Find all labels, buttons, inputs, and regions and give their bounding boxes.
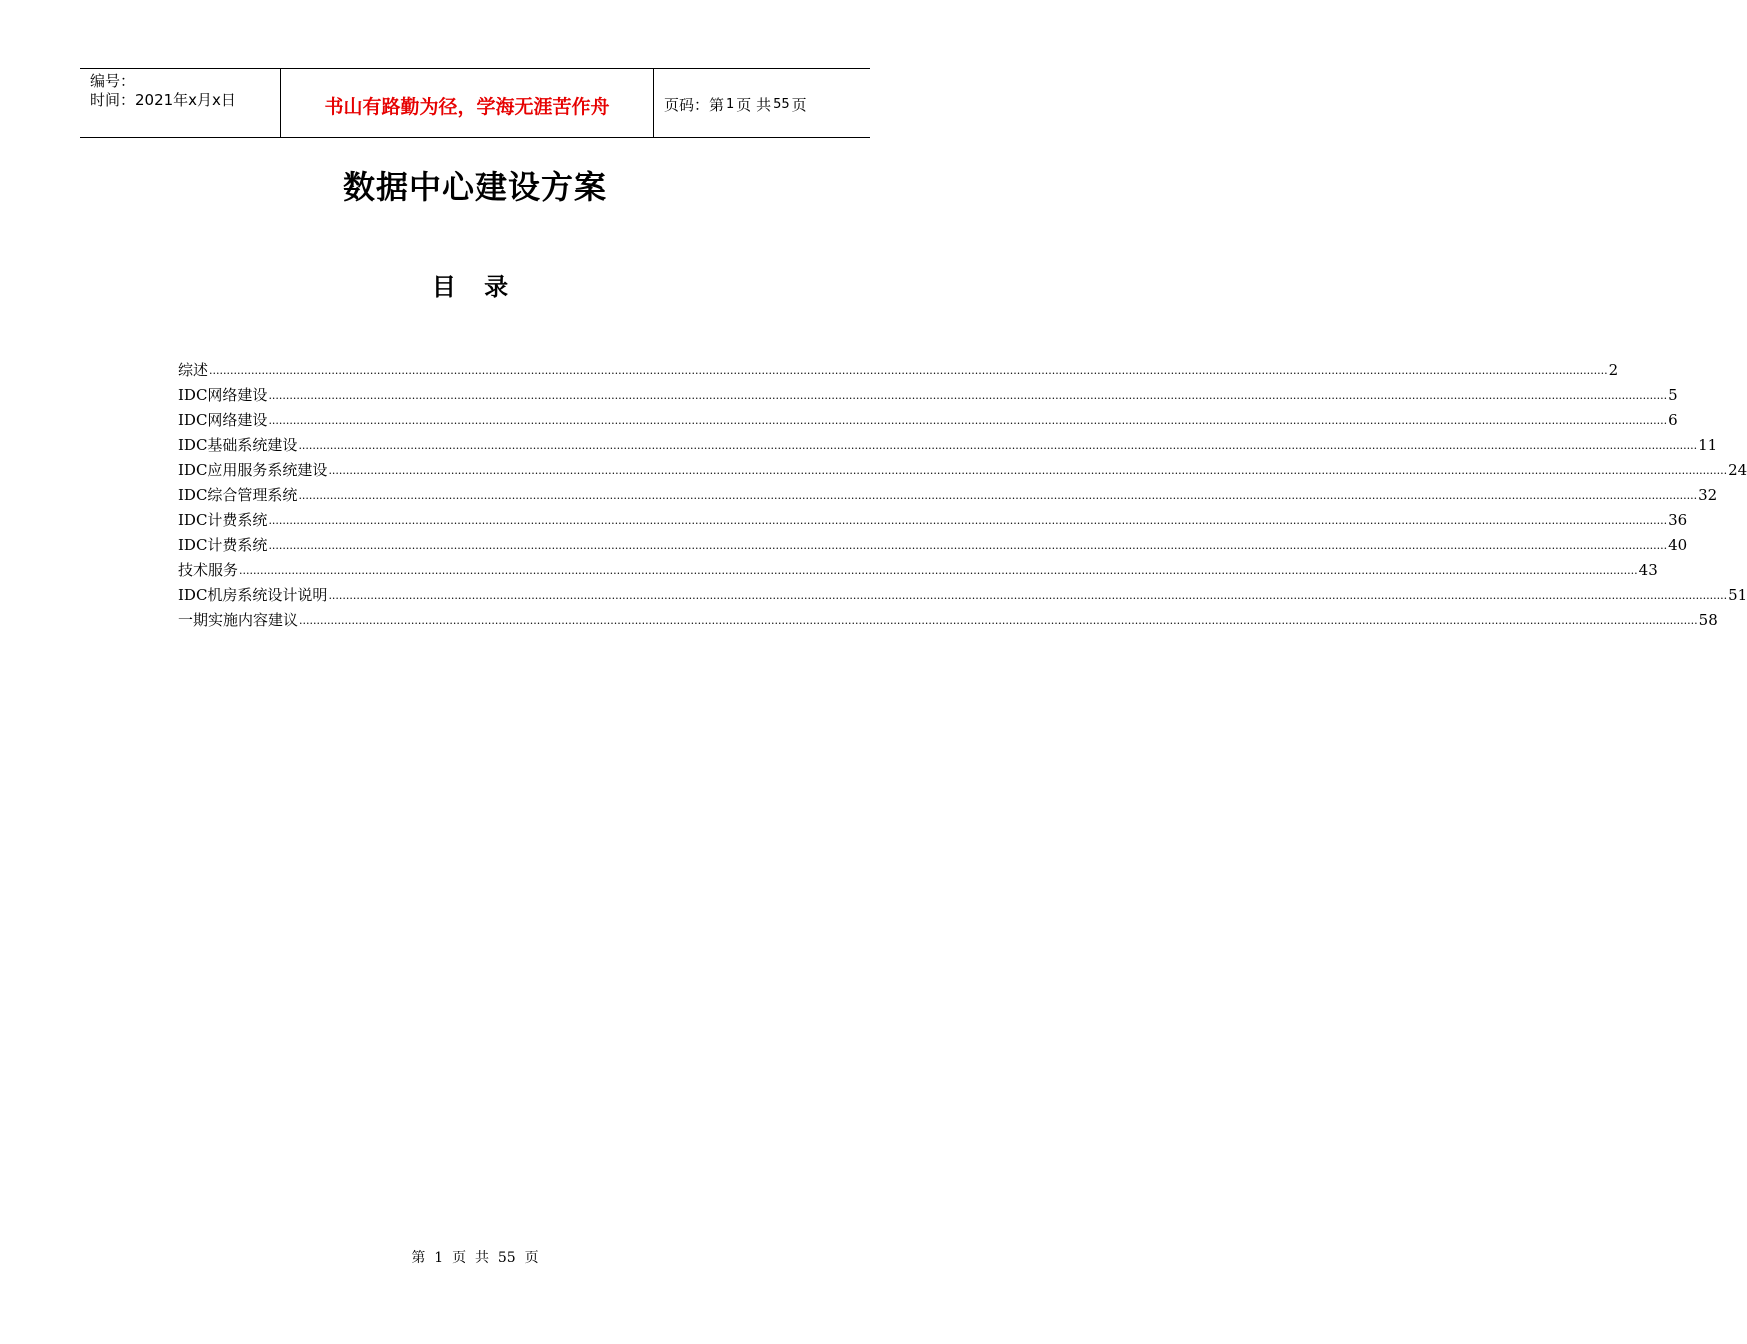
- toc-entry-label: IDC应用服务系统建设: [178, 461, 328, 479]
- toc-entry-label: 一期实施内容建议: [178, 611, 299, 629]
- toc-entry-label: 技术服务: [178, 561, 239, 579]
- toc-entry-page: 6: [1668, 411, 1678, 429]
- toc-entry-label: IDC网络建设: [178, 411, 268, 429]
- toc-dot-leader: ................................................................................................................................................................................................................................................................................................................................................................................................................: [268, 414, 1668, 427]
- toc-entry-page: 40: [1668, 536, 1688, 554]
- page-header: [80, 68, 870, 138]
- toc-entry[interactable]: [178, 560, 1658, 585]
- toc-dot-leader: ................................................................................................................................................................................................................................................................................................................................................................................................................: [299, 614, 1698, 627]
- toc-entry-label: IDC网络建设: [178, 386, 268, 404]
- toc-dot-leader: ................................................................................................................................................................................................................................................................................................................................................................................................................: [239, 564, 1638, 577]
- toc-entry-page: 5: [1668, 386, 1678, 404]
- header-meta: [80, 69, 281, 137]
- toc-heading: 目 录: [431, 273, 519, 301]
- page-suffix: 页: [791, 95, 807, 114]
- header-page-info: [654, 69, 870, 137]
- toc-entry[interactable]: [178, 585, 1747, 610]
- page-total: 55: [773, 96, 790, 112]
- toc-dot-leader: ................................................................................................................................................................................................................................................................................................................................................................................................................: [328, 464, 1728, 477]
- toc-entry-page: 24: [1728, 461, 1747, 479]
- toc-entry[interactable]: [178, 460, 1747, 485]
- time-label: 时间：2021年x月x日: [90, 91, 236, 109]
- header-motto: 书山有路勤为径，学海无涯苦作舟: [281, 69, 654, 137]
- toc-entry-page: 43: [1638, 561, 1658, 579]
- toc-entry-label: IDC机房系统设计说明: [178, 586, 328, 604]
- page-footer: 第 1 页 共 55 页: [411, 1250, 539, 1266]
- toc-dot-leader: ................................................................................................................................................................................................................................................................................................................................................................................................................: [209, 364, 1608, 377]
- toc-dot-leader: ................................................................................................................................................................................................................................................................................................................................................................................................................: [268, 389, 1668, 402]
- toc-entry[interactable]: [178, 535, 1688, 560]
- page-current: 1: [726, 96, 735, 112]
- toc-entry[interactable]: [178, 410, 1678, 435]
- toc-entry-page: 32: [1698, 486, 1718, 504]
- page-mid: 页 共: [736, 95, 772, 114]
- serial-label: 编号：: [90, 72, 136, 90]
- toc-entry[interactable]: [178, 485, 1718, 510]
- toc-dot-leader: ................................................................................................................................................................................................................................................................................................................................................................................................................: [328, 589, 1728, 602]
- toc-entry-page: 58: [1698, 611, 1718, 629]
- toc-entry-page: 2: [1608, 361, 1619, 379]
- toc-entry-label: IDC计费系统: [178, 536, 268, 554]
- toc-dot-leader: ................................................................................................................................................................................................................................................................................................................................................................................................................: [298, 489, 1698, 502]
- toc-dot-leader: ................................................................................................................................................................................................................................................................................................................................................................................................................: [268, 514, 1668, 527]
- toc-entry-page: 51: [1728, 586, 1747, 604]
- toc-entry-label: IDC综合管理系统: [178, 486, 298, 504]
- toc-entry[interactable]: [178, 435, 1718, 460]
- toc-entry-label: 综述: [178, 361, 209, 379]
- toc-entry[interactable]: [178, 510, 1688, 535]
- page-prefix: 页码：第: [664, 95, 725, 114]
- document-title: 数据中心建设方案: [342, 168, 607, 206]
- toc-dot-leader: ................................................................................................................................................................................................................................................................................................................................................................................................................: [298, 439, 1698, 452]
- toc-entry[interactable]: [178, 610, 1718, 635]
- toc-entry-page: 11: [1698, 436, 1718, 454]
- toc-entry[interactable]: [178, 360, 1619, 385]
- table-of-contents: [178, 360, 1747, 635]
- toc-entry-page: 36: [1668, 511, 1688, 529]
- toc-entry-label: IDC基础系统建设: [178, 436, 298, 454]
- toc-entry[interactable]: [178, 385, 1678, 410]
- toc-dot-leader: ................................................................................................................................................................................................................................................................................................................................................................................................................: [268, 539, 1668, 552]
- toc-entry-label: IDC计费系统: [178, 511, 268, 529]
